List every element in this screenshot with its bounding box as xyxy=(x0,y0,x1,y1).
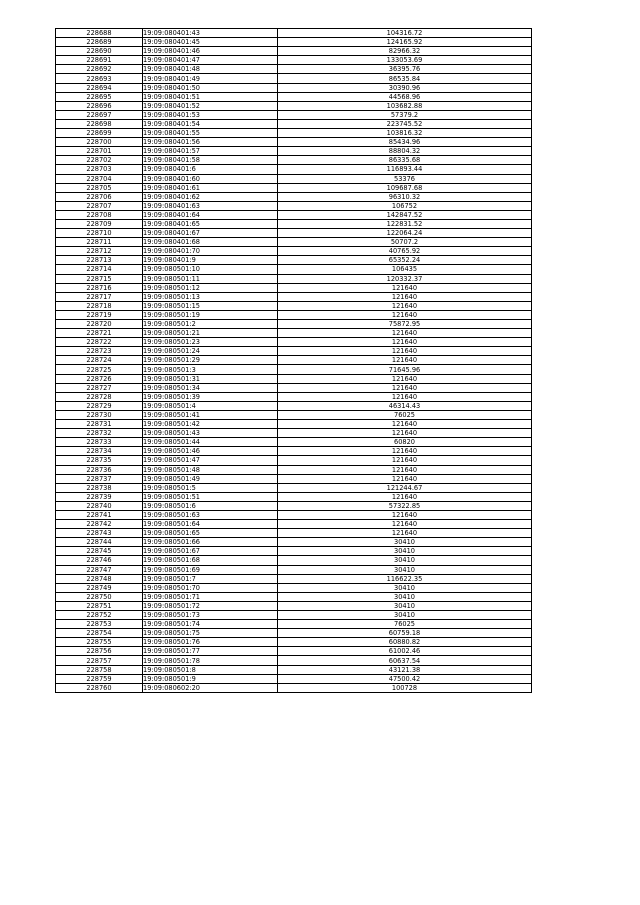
value-cell: 121640 xyxy=(278,456,532,465)
table-row xyxy=(56,392,532,401)
value-cell: 88804.32 xyxy=(278,147,532,156)
table-row xyxy=(56,338,532,347)
table-row xyxy=(56,556,532,565)
value-cell: 44568.96 xyxy=(278,92,532,101)
cadastral-number-cell: 19:09:080602:20 xyxy=(143,683,278,692)
table-row xyxy=(56,410,532,419)
row-number-cell: 228752 xyxy=(56,611,143,620)
row-number-cell: 228758 xyxy=(56,665,143,674)
cadastral-number-cell: 19:09:080401:54 xyxy=(143,119,278,128)
cadastral-number-cell: 19:09:080401:61 xyxy=(143,183,278,192)
row-number-cell: 228695 xyxy=(56,92,143,101)
cadastral-number-cell: 19:09:080501:6 xyxy=(143,501,278,510)
row-number-cell: 228689 xyxy=(56,38,143,47)
value-cell: 122831.52 xyxy=(278,219,532,228)
value-cell: 30390.96 xyxy=(278,83,532,92)
table-row xyxy=(56,310,532,319)
value-cell: 116893.44 xyxy=(278,165,532,174)
value-cell: 100728 xyxy=(278,683,532,692)
row-number-cell: 228723 xyxy=(56,347,143,356)
row-number-cell: 228742 xyxy=(56,520,143,529)
row-number-cell: 228708 xyxy=(56,210,143,219)
value-cell: 103816.32 xyxy=(278,129,532,138)
row-number-cell: 228692 xyxy=(56,65,143,74)
table-row xyxy=(56,165,532,174)
cadastral-number-cell: 19:09:080501:8 xyxy=(143,665,278,674)
value-cell: 116622.35 xyxy=(278,574,532,583)
cadastral-number-cell: 19:09:080501:70 xyxy=(143,583,278,592)
cadastral-value-table xyxy=(55,28,532,693)
table-row xyxy=(56,565,532,574)
row-number-cell: 228717 xyxy=(56,292,143,301)
cadastral-number-cell: 19:09:080501:11 xyxy=(143,274,278,283)
table-row xyxy=(56,174,532,183)
cadastral-number-cell: 19:09:080401:52 xyxy=(143,101,278,110)
table-row xyxy=(56,656,532,665)
cadastral-number-cell: 19:09:080401:63 xyxy=(143,201,278,210)
table-row xyxy=(56,56,532,65)
row-number-cell: 228715 xyxy=(56,274,143,283)
value-cell: 47500.42 xyxy=(278,674,532,683)
cadastral-number-cell: 19:09:080401:9 xyxy=(143,256,278,265)
cadastral-number-cell: 19:09:080501:3 xyxy=(143,365,278,374)
row-number-cell: 228710 xyxy=(56,229,143,238)
row-number-cell: 228728 xyxy=(56,392,143,401)
table-row xyxy=(56,529,532,538)
cadastral-number-cell: 19:09:080401:64 xyxy=(143,210,278,219)
cadastral-number-cell: 19:09:080501:72 xyxy=(143,601,278,610)
cadastral-number-cell: 19:09:080501:42 xyxy=(143,420,278,429)
value-cell: 223745.52 xyxy=(278,119,532,128)
value-cell: 121640 xyxy=(278,429,532,438)
value-cell: 121640 xyxy=(278,465,532,474)
table-row xyxy=(56,620,532,629)
cadastral-number-cell: 19:09:080401:60 xyxy=(143,174,278,183)
table-row xyxy=(56,456,532,465)
row-number-cell: 228714 xyxy=(56,265,143,274)
value-cell: 121640 xyxy=(278,347,532,356)
row-number-cell: 228753 xyxy=(56,620,143,629)
value-cell: 121640 xyxy=(278,338,532,347)
table-row xyxy=(56,356,532,365)
value-cell: 121640 xyxy=(278,492,532,501)
cadastral-number-cell: 19:09:080401:62 xyxy=(143,192,278,201)
table-row xyxy=(56,201,532,210)
value-cell: 121640 xyxy=(278,392,532,401)
table-row xyxy=(56,320,532,329)
table-row xyxy=(56,110,532,119)
cadastral-number-cell: 19:09:080401:45 xyxy=(143,38,278,47)
row-number-cell: 228735 xyxy=(56,456,143,465)
value-cell: 30410 xyxy=(278,538,532,547)
cadastral-number-cell: 19:09:080501:15 xyxy=(143,301,278,310)
cadastral-number-cell: 19:09:080501:21 xyxy=(143,329,278,338)
row-number-cell: 228697 xyxy=(56,110,143,119)
value-cell: 121244.67 xyxy=(278,483,532,492)
table-row xyxy=(56,374,532,383)
cadastral-number-cell: 19:09:080501:29 xyxy=(143,356,278,365)
value-cell: 30410 xyxy=(278,592,532,601)
cadastral-number-cell: 19:09:080501:7 xyxy=(143,574,278,583)
row-number-cell: 228731 xyxy=(56,420,143,429)
cadastral-number-cell: 19:09:080501:77 xyxy=(143,647,278,656)
row-number-cell: 228720 xyxy=(56,320,143,329)
table-row xyxy=(56,683,532,692)
table-row xyxy=(56,119,532,128)
value-cell: 96310.32 xyxy=(278,192,532,201)
row-number-cell: 228739 xyxy=(56,492,143,501)
table-row xyxy=(56,156,532,165)
cadastral-number-cell: 19:09:080501:74 xyxy=(143,620,278,629)
value-cell: 121640 xyxy=(278,301,532,310)
value-cell: 57322.85 xyxy=(278,501,532,510)
table-row xyxy=(56,465,532,474)
table-row xyxy=(56,510,532,519)
table-row xyxy=(56,292,532,301)
cadastral-number-cell: 19:09:080501:48 xyxy=(143,465,278,474)
cadastral-number-cell: 19:09:080501:63 xyxy=(143,510,278,519)
row-number-cell: 228754 xyxy=(56,629,143,638)
table-row xyxy=(56,274,532,283)
value-cell: 133053.69 xyxy=(278,56,532,65)
row-number-cell: 228759 xyxy=(56,674,143,683)
table-row xyxy=(56,647,532,656)
table-row xyxy=(56,301,532,310)
value-cell: 30410 xyxy=(278,611,532,620)
table-row xyxy=(56,47,532,56)
table-row xyxy=(56,210,532,219)
table-row xyxy=(56,547,532,556)
cadastral-number-cell: 19:09:080501:39 xyxy=(143,392,278,401)
table-row xyxy=(56,347,532,356)
cadastral-number-cell: 19:09:080501:13 xyxy=(143,292,278,301)
table-row xyxy=(56,520,532,529)
table-row xyxy=(56,538,532,547)
table-row xyxy=(56,183,532,192)
row-number-cell: 228749 xyxy=(56,583,143,592)
row-number-cell: 228755 xyxy=(56,638,143,647)
row-number-cell: 228722 xyxy=(56,338,143,347)
cadastral-number-cell: 19:09:080401:50 xyxy=(143,83,278,92)
value-cell: 57379.2 xyxy=(278,110,532,119)
table-row xyxy=(56,283,532,292)
value-cell: 121640 xyxy=(278,310,532,319)
table-row xyxy=(56,601,532,610)
row-number-cell: 228744 xyxy=(56,538,143,547)
cadastral-number-cell: 19:09:080501:66 xyxy=(143,538,278,547)
row-number-cell: 228745 xyxy=(56,547,143,556)
cadastral-number-cell: 19:09:080401:58 xyxy=(143,156,278,165)
row-number-cell: 228703 xyxy=(56,165,143,174)
cadastral-number-cell: 19:09:080401:57 xyxy=(143,147,278,156)
row-number-cell: 228756 xyxy=(56,647,143,656)
value-cell: 121640 xyxy=(278,529,532,538)
value-cell: 60880.82 xyxy=(278,638,532,647)
cadastral-number-cell: 19:09:080501:78 xyxy=(143,656,278,665)
cadastral-number-cell: 19:09:080501:41 xyxy=(143,410,278,419)
row-number-cell: 228748 xyxy=(56,574,143,583)
row-number-cell: 228721 xyxy=(56,329,143,338)
value-cell: 82966.32 xyxy=(278,47,532,56)
row-number-cell: 228725 xyxy=(56,365,143,374)
value-cell: 46314.43 xyxy=(278,401,532,410)
table-row xyxy=(56,492,532,501)
table-row xyxy=(56,329,532,338)
cadastral-number-cell: 19:09:080401:49 xyxy=(143,74,278,83)
row-number-cell: 228724 xyxy=(56,356,143,365)
cadastral-number-cell: 19:09:080401:51 xyxy=(143,92,278,101)
cadastral-number-cell: 19:09:080501:46 xyxy=(143,447,278,456)
table-row xyxy=(56,256,532,265)
row-number-cell: 228704 xyxy=(56,174,143,183)
cadastral-number-cell: 19:09:080401:67 xyxy=(143,229,278,238)
value-cell: 122064.24 xyxy=(278,229,532,238)
table-row xyxy=(56,238,532,247)
cadastral-number-cell: 19:09:080501:65 xyxy=(143,529,278,538)
value-cell: 61002.46 xyxy=(278,647,532,656)
cadastral-number-cell: 19:09:080501:10 xyxy=(143,265,278,274)
row-number-cell: 228732 xyxy=(56,429,143,438)
table-row xyxy=(56,429,532,438)
value-cell: 71645.96 xyxy=(278,365,532,374)
value-cell: 121640 xyxy=(278,283,532,292)
row-number-cell: 228699 xyxy=(56,129,143,138)
value-cell: 106752 xyxy=(278,201,532,210)
row-number-cell: 228706 xyxy=(56,192,143,201)
value-cell: 30410 xyxy=(278,547,532,556)
cadastral-number-cell: 19:09:080401:6 xyxy=(143,165,278,174)
row-number-cell: 228702 xyxy=(56,156,143,165)
table-row xyxy=(56,83,532,92)
row-number-cell: 228707 xyxy=(56,201,143,210)
cadastral-number-cell: 19:09:080501:5 xyxy=(143,483,278,492)
value-cell: 53376 xyxy=(278,174,532,183)
value-cell: 121640 xyxy=(278,474,532,483)
table-row xyxy=(56,138,532,147)
row-number-cell: 228736 xyxy=(56,465,143,474)
cadastral-number-cell: 19:09:080401:68 xyxy=(143,238,278,247)
table-row xyxy=(56,29,532,38)
value-cell: 121640 xyxy=(278,292,532,301)
row-number-cell: 228719 xyxy=(56,310,143,319)
table-row xyxy=(56,129,532,138)
cadastral-number-cell: 19:09:080501:2 xyxy=(143,320,278,329)
row-number-cell: 228712 xyxy=(56,247,143,256)
cadastral-number-cell: 19:09:080501:49 xyxy=(143,474,278,483)
cadastral-number-cell: 19:09:080401:56 xyxy=(143,138,278,147)
row-number-cell: 228696 xyxy=(56,101,143,110)
table-row xyxy=(56,401,532,410)
table-row xyxy=(56,629,532,638)
value-cell: 124165.92 xyxy=(278,38,532,47)
cadastral-number-cell: 19:09:080501:47 xyxy=(143,456,278,465)
value-cell: 85434.96 xyxy=(278,138,532,147)
value-cell: 75872.95 xyxy=(278,320,532,329)
value-cell: 65352.24 xyxy=(278,256,532,265)
cadastral-number-cell: 19:09:080401:48 xyxy=(143,65,278,74)
row-number-cell: 228711 xyxy=(56,238,143,247)
row-number-cell: 228733 xyxy=(56,438,143,447)
value-cell: 121640 xyxy=(278,374,532,383)
value-cell: 43121.38 xyxy=(278,665,532,674)
row-number-cell: 228729 xyxy=(56,401,143,410)
value-cell: 36395.76 xyxy=(278,65,532,74)
table-row xyxy=(56,665,532,674)
cadastral-number-cell: 19:09:080501:31 xyxy=(143,374,278,383)
table-row xyxy=(56,247,532,256)
value-cell: 121640 xyxy=(278,383,532,392)
table-row xyxy=(56,583,532,592)
cadastral-number-cell: 19:09:080401:43 xyxy=(143,29,278,38)
value-cell: 40765.92 xyxy=(278,247,532,256)
table-row xyxy=(56,438,532,447)
value-cell: 142847.52 xyxy=(278,210,532,219)
cadastral-number-cell: 19:09:080401:70 xyxy=(143,247,278,256)
table-row xyxy=(56,365,532,374)
row-number-cell: 228757 xyxy=(56,656,143,665)
table-row xyxy=(56,383,532,392)
cadastral-number-cell: 19:09:080501:43 xyxy=(143,429,278,438)
cadastral-number-cell: 19:09:080501:4 xyxy=(143,401,278,410)
cadastral-number-cell: 19:09:080501:24 xyxy=(143,347,278,356)
cadastral-number-cell: 19:09:080501:67 xyxy=(143,547,278,556)
row-number-cell: 228747 xyxy=(56,565,143,574)
cadastral-number-cell: 19:09:080501:75 xyxy=(143,629,278,638)
table-row xyxy=(56,74,532,83)
table-row xyxy=(56,229,532,238)
cadastral-number-cell: 19:09:080501:51 xyxy=(143,492,278,501)
value-cell: 60759.18 xyxy=(278,629,532,638)
row-number-cell: 228688 xyxy=(56,29,143,38)
table-row xyxy=(56,638,532,647)
cadastral-number-cell: 19:09:080401:53 xyxy=(143,110,278,119)
table-body xyxy=(56,29,532,693)
value-cell: 30410 xyxy=(278,601,532,610)
table-row xyxy=(56,219,532,228)
value-cell: 104316.72 xyxy=(278,29,532,38)
row-number-cell: 228741 xyxy=(56,510,143,519)
cadastral-number-cell: 19:09:080501:73 xyxy=(143,611,278,620)
cadastral-number-cell: 19:09:080501:44 xyxy=(143,438,278,447)
row-number-cell: 228726 xyxy=(56,374,143,383)
row-number-cell: 228701 xyxy=(56,147,143,156)
row-number-cell: 228751 xyxy=(56,601,143,610)
table-row xyxy=(56,420,532,429)
table-row xyxy=(56,65,532,74)
value-cell: 121640 xyxy=(278,510,532,519)
cadastral-number-cell: 19:09:080501:19 xyxy=(143,310,278,319)
table-row xyxy=(56,147,532,156)
value-cell: 121640 xyxy=(278,420,532,429)
table-row xyxy=(56,92,532,101)
value-cell: 30410 xyxy=(278,583,532,592)
row-number-cell: 228709 xyxy=(56,219,143,228)
table-row xyxy=(56,38,532,47)
cadastral-number-cell: 19:09:080401:55 xyxy=(143,129,278,138)
value-cell: 30410 xyxy=(278,556,532,565)
cadastral-number-cell: 19:09:080501:68 xyxy=(143,556,278,565)
value-cell: 121640 xyxy=(278,329,532,338)
value-cell: 60820 xyxy=(278,438,532,447)
table-row xyxy=(56,674,532,683)
row-number-cell: 228713 xyxy=(56,256,143,265)
cadastral-number-cell: 19:09:080401:65 xyxy=(143,219,278,228)
cadastral-number-cell: 19:09:080501:34 xyxy=(143,383,278,392)
value-cell: 121640 xyxy=(278,447,532,456)
row-number-cell: 228694 xyxy=(56,83,143,92)
value-cell: 76025 xyxy=(278,410,532,419)
table-row xyxy=(56,192,532,201)
table-row xyxy=(56,501,532,510)
row-number-cell: 228737 xyxy=(56,474,143,483)
table-row xyxy=(56,574,532,583)
value-cell: 109687.68 xyxy=(278,183,532,192)
table-row xyxy=(56,474,532,483)
cadastral-number-cell: 19:09:080501:69 xyxy=(143,565,278,574)
table-row xyxy=(56,592,532,601)
row-number-cell: 228698 xyxy=(56,119,143,128)
cadastral-number-cell: 19:09:080501:76 xyxy=(143,638,278,647)
cadastral-number-cell: 19:09:080501:12 xyxy=(143,283,278,292)
value-cell: 60637.54 xyxy=(278,656,532,665)
row-number-cell: 228705 xyxy=(56,183,143,192)
value-cell: 106435 xyxy=(278,265,532,274)
row-number-cell: 228691 xyxy=(56,56,143,65)
row-number-cell: 228730 xyxy=(56,410,143,419)
table-row xyxy=(56,611,532,620)
table-row xyxy=(56,101,532,110)
cadastral-number-cell: 19:09:080501:23 xyxy=(143,338,278,347)
value-cell: 121640 xyxy=(278,356,532,365)
row-number-cell: 228718 xyxy=(56,301,143,310)
cadastral-number-cell: 19:09:080401:46 xyxy=(143,47,278,56)
row-number-cell: 228727 xyxy=(56,383,143,392)
cadastral-number-cell: 19:09:080501:71 xyxy=(143,592,278,601)
value-cell: 30410 xyxy=(278,565,532,574)
row-number-cell: 228734 xyxy=(56,447,143,456)
table-row xyxy=(56,265,532,274)
value-cell: 76025 xyxy=(278,620,532,629)
cadastral-number-cell: 19:09:080401:47 xyxy=(143,56,278,65)
cadastral-number-cell: 19:09:080501:64 xyxy=(143,520,278,529)
row-number-cell: 228690 xyxy=(56,47,143,56)
row-number-cell: 228746 xyxy=(56,556,143,565)
cadastral-number-cell: 19:09:080501:9 xyxy=(143,674,278,683)
value-cell: 120332.37 xyxy=(278,274,532,283)
row-number-cell: 228750 xyxy=(56,592,143,601)
table-row xyxy=(56,483,532,492)
row-number-cell: 228700 xyxy=(56,138,143,147)
value-cell: 86535.84 xyxy=(278,74,532,83)
value-cell: 121640 xyxy=(278,520,532,529)
row-number-cell: 228693 xyxy=(56,74,143,83)
table-row xyxy=(56,447,532,456)
row-number-cell: 228760 xyxy=(56,683,143,692)
value-cell: 103682.88 xyxy=(278,101,532,110)
row-number-cell: 228738 xyxy=(56,483,143,492)
value-cell: 86335.68 xyxy=(278,156,532,165)
row-number-cell: 228743 xyxy=(56,529,143,538)
row-number-cell: 228716 xyxy=(56,283,143,292)
value-cell: 50707.2 xyxy=(278,238,532,247)
row-number-cell: 228740 xyxy=(56,501,143,510)
